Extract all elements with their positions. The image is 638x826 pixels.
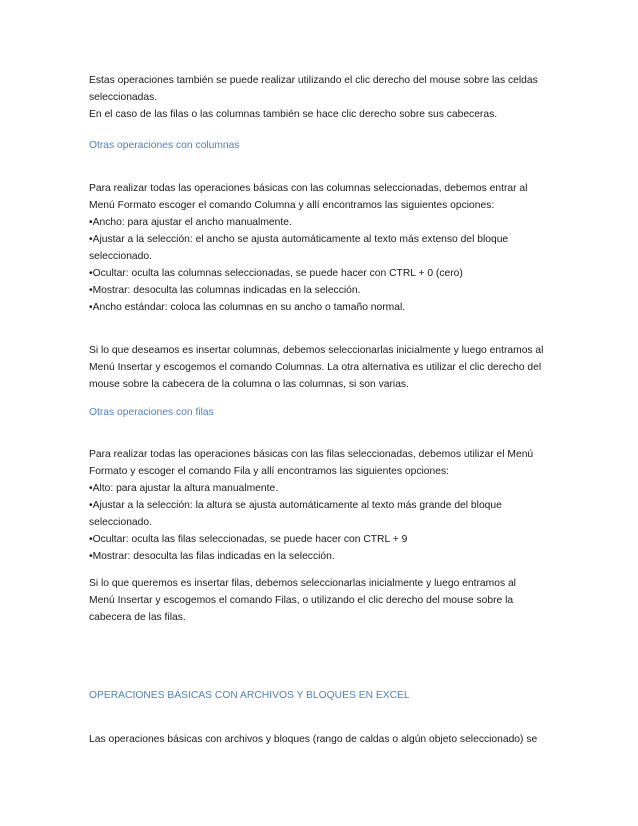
- paragraph-columns: [89, 180, 559, 316]
- bullet-item: •Ocultar: oculta las filas seleccionadas, se puede hacer con CTRL + 9: [89, 534, 408, 545]
- paragraph-line: Menú Insertar y escogemos el comando Filas, o utilizando el clic derecho del mouse sobre la: [89, 595, 514, 606]
- paragraph-line: mouse sobre la cabecera de la columna o las columnas, si son varias.: [89, 379, 409, 390]
- paragraph-line: Menú Formato escoger el comando Columna y allí encontramos las siguientes opciones:: [89, 200, 495, 211]
- paragraph-insert-columns: [89, 342, 559, 393]
- bullet-item: •Mostrar: desoculta las columnas indicadas en la selección.: [89, 285, 361, 296]
- paragraph-line: En el caso de las filas o las columnas también se hace clic derecho sobre sus cabeceras.: [89, 109, 498, 120]
- paragraph-insert-rows: [89, 575, 559, 626]
- paragraph-line: Si lo que deseamos es insertar columnas, debemos seleccionarlas inicialmente y luego entramos al: [89, 345, 544, 356]
- paragraph-line: seleccionado.: [89, 517, 152, 528]
- bullet-item: •Ocultar: oculta las columnas seleccionadas, se puede hacer con CTRL + 0 (cero): [89, 268, 463, 279]
- bullet-item: •Alto: para ajustar la altura manualmente.: [89, 483, 279, 494]
- paragraph-line: seleccionado.: [89, 251, 152, 262]
- paragraph-files: [89, 731, 559, 748]
- bullet-item: •Ancho estándar: coloca las columnas en su ancho o tamaño normal.: [89, 302, 406, 313]
- paragraph-line: Estas operaciones también se puede realizar utilizando el clic derecho del mouse sobre las celdas: [89, 75, 538, 86]
- bullet-item: •Ajustar a la selección: el ancho se ajusta automáticamente al texto más extenso del bloque: [89, 234, 509, 245]
- paragraph-line: Formato y escoger el comando Fila y allí encontramos las siguientes opciones:: [89, 466, 449, 477]
- bullet-item: •Mostrar: desoculta las filas indicadas en la selección.: [89, 551, 335, 562]
- paragraph-line: Si lo que queremos es insertar filas, debemos seleccionarlas inicialmente y luego entramos al: [89, 578, 516, 589]
- bullet-item: •Ancho: para ajustar el ancho manualmente.: [89, 217, 292, 228]
- paragraph-line: Menú Insertar y escogemos el comando Columnas. La otra alternativa es utilizar el clic derecho del: [89, 362, 542, 373]
- paragraph-rows: [89, 446, 559, 565]
- heading-files: OPERACIONES BÁSICAS CON ARCHIVOS Y BLOQUES EN EXCEL: [89, 690, 410, 701]
- heading-rows: Otras operaciones con filas: [89, 407, 214, 418]
- paragraph-line: seleccionadas.: [89, 92, 158, 103]
- paragraph-intro: [89, 72, 559, 123]
- bullet-item: •Ajustar a la selección: la altura se ajusta automáticamente al texto más grande del bloque: [89, 500, 502, 511]
- paragraph-line: cabecera de las filas.: [89, 612, 186, 623]
- heading-columns: Otras operaciones con columnas: [89, 140, 240, 151]
- paragraph-line: Para realizar todas las operaciones básicas con las filas seleccionadas, debemos utilizar el Menú: [89, 449, 534, 460]
- paragraph-line: Las operaciones básicas con archivos y bloques (rango de caldas o algún objeto seleccionado) se: [89, 734, 538, 745]
- paragraph-line: Para realizar todas las operaciones básicas con las columnas seleccionadas, debemos entrar al: [89, 183, 528, 194]
